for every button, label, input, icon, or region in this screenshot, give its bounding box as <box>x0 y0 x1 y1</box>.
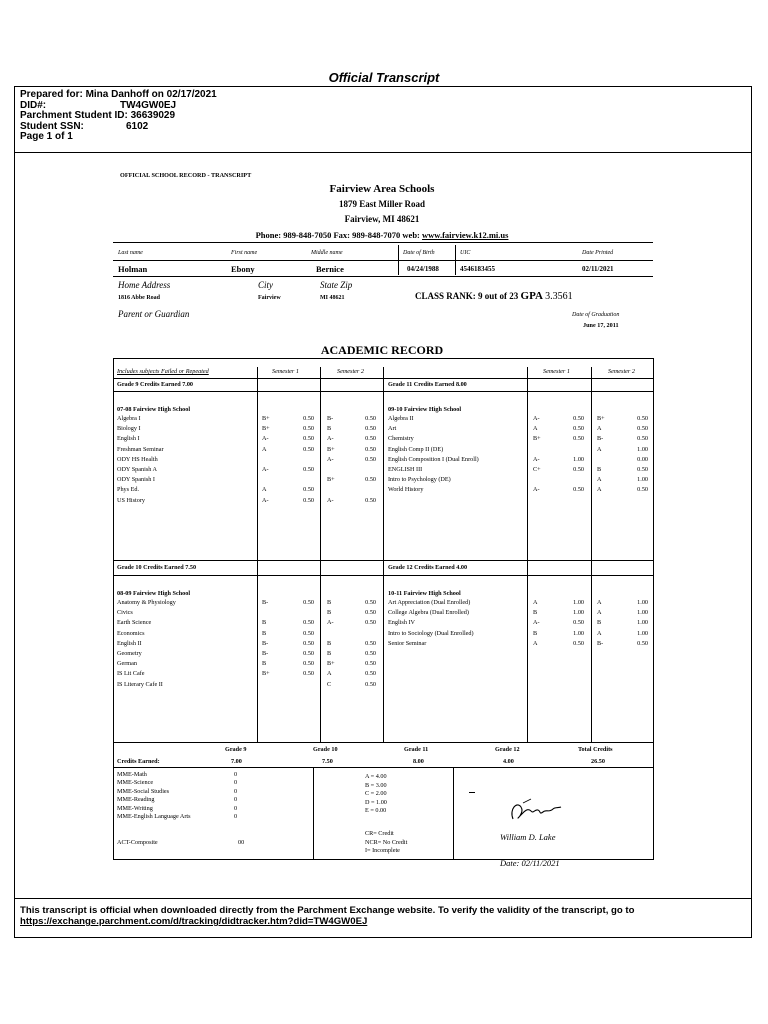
test-name: MME-Social Studies <box>117 787 170 795</box>
grade12-sem1-credits <box>560 598 584 649</box>
sem1-grade <box>262 455 270 465</box>
sem1-credit: 0.50 <box>303 415 314 422</box>
sem2-grade: A- <box>327 496 334 504</box>
sem2-grade <box>597 455 605 465</box>
grade10-sem2-grades <box>327 598 335 690</box>
credits-grade10-label: Grade 10 <box>313 746 338 753</box>
course-name: IS Lit Cafe <box>117 670 145 678</box>
course-name: ENGLISH III <box>388 465 423 473</box>
credits-grade10: 7.50 <box>322 758 333 765</box>
home-address-label: Home Address <box>118 280 171 290</box>
sem2-grade <box>327 465 335 475</box>
code-item: I= Incomplete <box>365 847 400 855</box>
uic: 4546183455 <box>460 265 495 273</box>
sem1-credit: 0.50 <box>303 445 314 453</box>
test-score: 0 <box>234 771 238 778</box>
sem1-credit: 0.50 <box>303 599 314 606</box>
prepared-block <box>20 90 217 143</box>
course-name: Art <box>388 425 397 433</box>
scale-item: D = 1.00 <box>365 798 387 806</box>
signature-mark <box>469 792 475 793</box>
sem1-credit: 1.00 <box>573 455 584 463</box>
rule <box>591 367 592 742</box>
sem2-credit: 1.00 <box>637 599 648 606</box>
grade12-course-names <box>388 598 474 649</box>
test-name: MME-Writing <box>117 804 153 812</box>
sem2-grade: B <box>327 599 332 606</box>
test-names <box>117 771 191 821</box>
rule <box>257 367 258 742</box>
sem1-credit: 0.50 <box>303 629 314 637</box>
sem2-grade: A <box>597 629 602 637</box>
sem2-grade: B+ <box>327 476 335 484</box>
sem2-credit: 0.50 <box>637 415 648 422</box>
sem1-grade: B <box>262 660 267 668</box>
course-name: Intro to Sociology (Dual Enrolled) <box>388 629 474 637</box>
course-name: College Algebra (Dual Enrolled) <box>388 609 469 617</box>
sem1-grade: A <box>533 425 538 433</box>
sem2-credit: 0.50 <box>365 660 376 668</box>
rule <box>113 242 653 243</box>
sem2-credit: 0.50 <box>365 435 376 443</box>
grade12-sem2-grades <box>597 598 603 649</box>
includes-note: Includes subjects Failed or Repeated <box>117 368 209 375</box>
sem2-credit: 0.50 <box>637 465 648 473</box>
grade11-title: Grade 11 Credits Earned 8.00 <box>388 381 467 388</box>
rule <box>527 367 528 742</box>
sem1-grade: A <box>262 445 267 453</box>
sem1-credit: 0.50 <box>303 649 314 657</box>
header-divider <box>14 152 752 153</box>
grade10-sem2-credits <box>352 598 376 690</box>
sem1-credit: 0.50 <box>303 660 314 668</box>
school-contact <box>112 230 652 240</box>
course-name: German <box>117 660 137 668</box>
sem1-credit: 0.50 <box>303 486 314 494</box>
sem2-grade: B+ <box>597 415 605 422</box>
sem1-credit: 1.00 <box>573 609 584 617</box>
course-name: Algebra II <box>388 415 414 422</box>
course-name: Civics <box>117 609 133 617</box>
rule <box>453 768 454 859</box>
sem2-credit: 0.00 <box>637 455 648 463</box>
sem2-grade: B <box>327 639 332 647</box>
sem1-grade: B <box>262 629 267 637</box>
grade11-course-names <box>388 414 479 496</box>
grade9-sem1-grades <box>262 414 270 506</box>
course-name: English II <box>117 639 142 647</box>
date-printed: 02/11/2021 <box>582 265 614 273</box>
grade12-school: 10-11 Fairview High School <box>388 590 461 597</box>
middle-name-label: Middle name <box>311 250 343 256</box>
sem2-grade <box>327 629 335 639</box>
test-name: MME-English Language Arts <box>117 812 191 820</box>
sem2-credit: 1.00 <box>637 476 648 484</box>
sem1-credit: 0.50 <box>303 670 314 678</box>
sem2-credit: 0.50 <box>637 425 648 433</box>
test-name: MME-Science <box>117 779 154 787</box>
course-name: English IV <box>388 619 415 627</box>
dob-label: Date of Birth <box>403 250 435 256</box>
test-score: 0 <box>234 779 238 787</box>
rule <box>113 767 654 768</box>
footer-text: This transcript is official when downloaded directly from the Parchment Exchange website. To verify the validity of the transcript, go to <box>20 905 635 916</box>
page-count: Page 1 of 1 <box>20 131 73 142</box>
record-caption: OFFICIAL SCHOOL RECORD - TRANSCRIPT <box>120 172 252 179</box>
sem1-grade: A <box>262 486 267 494</box>
sem2-header-right: Semester 2 <box>608 368 635 375</box>
sem1-grade: B- <box>262 649 269 657</box>
grade10-title: Grade 10 Credits Earned 7.50 <box>117 564 197 571</box>
grade10-sem1-credits <box>290 598 314 690</box>
parchment-id: Parchment Student ID: 36639029 <box>20 110 176 121</box>
sem2-credit <box>352 485 376 495</box>
grade11-sem1-grades <box>533 414 541 496</box>
credits-grade12-label: Grade 12 <box>495 746 520 753</box>
grade9-sem2-grades <box>327 414 335 506</box>
sem2-credit: 0.50 <box>365 639 376 647</box>
sem2-credit: 0.50 <box>365 445 376 453</box>
sem2-credit: 0.50 <box>365 609 376 617</box>
sem2-credit: 0.50 <box>365 599 376 606</box>
graduation-label: Date of Graduation <box>572 312 620 318</box>
credits-grade9-label: Grade 9 <box>225 746 247 753</box>
school-city: Fairview, MI 48621 <box>344 214 420 224</box>
sem2-grade: A <box>597 599 602 606</box>
sem2-grade: B+ <box>327 660 335 668</box>
ssn-label: Student SSN: <box>20 120 84 132</box>
rule <box>320 367 321 742</box>
sem2-grade: A- <box>327 435 334 443</box>
sem2-credit: 0.50 <box>365 455 376 463</box>
home-address: 1816 Abbe Road <box>118 295 161 301</box>
printed-label: Date Printed <box>582 250 614 256</box>
sem1-grade: A- <box>262 496 269 504</box>
sem1-credit: 0.50 <box>573 639 584 647</box>
sem1-grade: A- <box>533 415 540 422</box>
test-score: 0 <box>234 787 238 795</box>
gpa-value: 3.3561 <box>545 291 573 302</box>
gpa-label: GPA <box>520 290 543 302</box>
sem2-grade: A <box>597 425 602 433</box>
sem2-credit <box>352 465 376 475</box>
sem2-grade: B- <box>597 639 604 647</box>
did-value: TW4GW0EJ <box>120 99 177 111</box>
credit-codes <box>365 830 407 856</box>
course-name: Art Appreciation (Dual Enrolled) <box>388 599 471 606</box>
scale-item: A = 4.00 <box>365 773 387 780</box>
grade10-sem1-grades <box>262 598 270 690</box>
sem2-grade: B <box>327 609 332 617</box>
course-name: Geometry <box>117 649 142 657</box>
sem1-credit: 0.50 <box>303 435 314 443</box>
course-name: English Comp II (DE) <box>388 445 444 453</box>
sem1-grade: A <box>533 639 538 647</box>
sem1-grade: A <box>533 599 538 606</box>
footer-divider <box>14 898 752 899</box>
sem1-credit: 0.50 <box>303 465 314 473</box>
first-name-label: First name <box>231 250 258 256</box>
prepared-for: Prepared for: Mina Danhoff on 02/17/2021 <box>20 89 217 100</box>
sem2-grade: A <box>597 486 602 494</box>
test-score: 0 <box>234 796 238 804</box>
graduation-date: June 17, 2011 <box>583 322 619 329</box>
sem2-credit: 0.50 <box>365 415 376 422</box>
scale-item: C = 2.00 <box>365 790 387 798</box>
sem1-grade: A- <box>533 455 540 463</box>
uic-label: UIC <box>460 250 471 256</box>
signature-image <box>505 795 565 825</box>
grade11-sem2-grades <box>597 414 605 496</box>
class-rank: CLASS RANK: 9 out of 23 <box>415 291 519 301</box>
sem1-grade: B+ <box>533 435 541 443</box>
sem2-credit: 0.50 <box>365 649 376 657</box>
academic-record-title: ACADEMIC RECORD <box>320 343 444 357</box>
sem2-credit: 0.50 <box>365 619 376 627</box>
sem2-credit: 0.50 <box>637 435 648 443</box>
sem1-credit: 0.50 <box>573 486 584 494</box>
test-score: 0 <box>234 804 238 812</box>
sem1-grade <box>533 475 541 485</box>
verification-link[interactable]: https://exchange.parchment.com/d/tracking/didtracker.htm?did=TW4GW0EJ <box>20 916 368 927</box>
guardian-label: Parent or Guardian <box>118 309 190 319</box>
did-label: DID#: <box>20 99 47 111</box>
rule <box>113 859 654 860</box>
course-name: US History <box>117 496 146 504</box>
school-name: Fairview Area Schools <box>329 183 435 195</box>
grade12-sem2-credits <box>624 598 648 649</box>
rule <box>455 245 456 275</box>
school-address: 1879 East Miller Road <box>338 199 426 209</box>
credits-grade11-label: Grade 11 <box>404 746 429 753</box>
rule <box>113 260 653 261</box>
sem1-header-left: Semester 1 <box>272 368 299 375</box>
sem2-credit: 0.50 <box>637 486 648 494</box>
rule <box>383 367 384 742</box>
sem1-credit: 0.50 <box>573 465 584 473</box>
grade9-title: Grade 9 Credits Earned 7.00 <box>117 381 194 388</box>
sem1-grade: A- <box>533 619 540 627</box>
test-scores <box>234 771 237 821</box>
sem2-grade: A <box>597 445 602 453</box>
course-name: IS Literary Cafe II <box>117 680 163 688</box>
sem1-grade: B+ <box>262 425 270 433</box>
rule <box>313 768 314 859</box>
sem1-header-right: Semester 1 <box>543 368 570 375</box>
school-web-link[interactable]: www.fairview.k12.mi.us <box>422 230 509 240</box>
document-title: Official Transcript <box>328 70 440 85</box>
sem1-credit: 0.50 <box>573 425 584 433</box>
rule <box>113 391 654 392</box>
sem1-credit: 0.50 <box>303 425 314 433</box>
sem1-grade: B <box>533 609 538 617</box>
credits-total-label: Total Credits <box>578 746 613 753</box>
grade9-sem1-credits <box>290 414 314 506</box>
course-name: Intro to Psychology (DE) <box>388 476 451 484</box>
grade12-title: Grade 12 Credits Earned 4.00 <box>388 564 468 571</box>
grade12-sem1-grades <box>533 598 540 649</box>
sem1-grade <box>262 608 270 618</box>
course-name: Algebra I <box>117 415 141 422</box>
school-contact-text: Phone: 989-848-7050 Fax: 989-848-7070 web: <box>255 230 423 240</box>
sem2-grade: B- <box>327 415 334 422</box>
sem1-grade: B <box>262 619 267 627</box>
sem1-credit <box>290 608 314 618</box>
class-rank-gpa <box>415 290 573 302</box>
sem2-credit <box>352 629 376 639</box>
rule <box>113 575 654 576</box>
grade9-course-names <box>117 414 164 506</box>
course-name: ODY Spanish A <box>117 465 157 473</box>
grade9-school: 07-08 Fairview High School <box>117 406 191 413</box>
rule <box>113 560 654 561</box>
rule <box>398 245 399 275</box>
sem1-grade: B- <box>262 639 269 647</box>
sem2-credit: 0.50 <box>365 476 376 484</box>
act-score: 00 <box>238 839 245 846</box>
sem1-grade: B+ <box>262 670 270 678</box>
course-name: Senior Seminar <box>388 639 427 647</box>
course-name: English Composition I (Dual Enroll) <box>388 455 479 463</box>
sem1-credit <box>290 680 314 690</box>
sem1-grade <box>262 680 270 690</box>
sem2-grade <box>327 485 335 495</box>
credits-total: 26.50 <box>591 758 605 765</box>
rule <box>113 742 654 743</box>
course-name: English I <box>117 435 140 443</box>
code-item: NCR= No Credit <box>365 838 408 846</box>
sem1-grade: B <box>533 629 538 637</box>
act-label: ACT-Composite <box>117 839 158 846</box>
sem2-credit: 0.50 <box>365 496 376 504</box>
course-name: Economics <box>117 629 145 637</box>
course-name: Chemistry <box>388 435 414 443</box>
sem1-grade: B+ <box>262 415 270 422</box>
sem2-credit: 0.50 <box>365 680 376 688</box>
credits-grade11: 8.00 <box>413 758 424 765</box>
sem2-grade: B <box>597 465 602 473</box>
sem1-grade <box>262 475 270 485</box>
rule <box>113 358 654 359</box>
test-name: MME-Math <box>117 771 147 778</box>
course-name: Anatomy & Physiology <box>117 599 176 606</box>
sem2-grade: C <box>327 680 332 688</box>
sem1-grade: B- <box>262 599 269 606</box>
city-label: City <box>258 280 273 290</box>
sem2-credit: 1.00 <box>637 619 648 627</box>
sem2-grade: A <box>597 476 602 484</box>
grade10-school: 08-09 Fairview High School <box>117 590 191 597</box>
sem2-grade: B <box>597 619 602 627</box>
sem1-credit: 0.50 <box>303 619 314 627</box>
grade9-sem2-credits <box>352 414 376 506</box>
sem1-credit: 0.50 <box>303 496 314 504</box>
rule <box>653 358 654 860</box>
course-name: Freshman Seminar <box>117 445 164 453</box>
sem1-grade: A- <box>262 465 269 473</box>
sem2-grade: B+ <box>327 445 335 453</box>
signature-date: Date: 02/11/2021 <box>500 858 560 868</box>
middle-name: Bernice <box>316 264 344 274</box>
sem2-credit: 0.50 <box>365 425 376 433</box>
code-item: CR= Credit <box>365 830 394 837</box>
sem2-grade: B <box>327 649 332 657</box>
course-name: Earth Science <box>117 619 152 627</box>
sem2-grade: A <box>327 670 332 678</box>
last-name-label: Last name <box>118 250 143 256</box>
sem2-credit: 0.50 <box>637 639 648 647</box>
sem2-grade: A- <box>327 619 334 627</box>
first-name: Ebony <box>231 264 255 274</box>
sem1-credit: 0.50 <box>573 415 584 422</box>
sem1-credit: 0.50 <box>303 639 314 647</box>
sem1-credit: 0.50 <box>573 435 584 443</box>
sem2-grade: A- <box>327 455 334 463</box>
rule <box>113 358 114 860</box>
grade11-sem1-credits <box>560 414 584 496</box>
sem2-credit: 1.00 <box>637 629 648 637</box>
state-zip-label: State Zip <box>320 280 353 290</box>
home-city: Fairview <box>258 295 281 301</box>
grade11-school: 09-10 Fairview High School <box>388 406 462 413</box>
credits-grade12: 4.00 <box>503 758 514 765</box>
sem2-grade: B- <box>597 435 604 443</box>
rule <box>113 378 654 379</box>
signer-name: William D. Lake <box>500 832 556 842</box>
sem1-credit: 1.00 <box>573 629 584 637</box>
last-name: Holman <box>118 264 148 274</box>
scale-item: B = 3.00 <box>365 781 387 789</box>
sem2-credit: 1.00 <box>637 445 648 453</box>
sem2-grade: B <box>327 425 332 433</box>
sem1-grade <box>533 445 541 455</box>
sem2-credit: 0.50 <box>365 670 376 678</box>
sem1-credit <box>290 475 314 485</box>
sem2-grade: A <box>597 609 602 617</box>
sem1-credit: 0.50 <box>573 619 584 627</box>
sem1-grade: A- <box>262 435 269 443</box>
credits-grade9: 7.00 <box>231 758 242 765</box>
ssn-value: 6102 <box>126 120 149 132</box>
course-name: Phys Ed. <box>117 486 140 494</box>
course-name: ODY Spanish I <box>117 476 155 484</box>
test-score: 0 <box>234 812 238 820</box>
grade10-course-names <box>117 598 176 690</box>
sem1-credit <box>560 445 584 455</box>
credits-earned-label: Credits Earned: <box>117 758 160 765</box>
sem1-grade: C+ <box>533 465 541 473</box>
rule <box>113 276 653 277</box>
course-name: ODY HS Health <box>117 455 158 463</box>
state-zip: MI 48621 <box>320 295 345 301</box>
grade11-sem2-credits <box>624 414 648 496</box>
course-name: World History <box>388 486 424 494</box>
footer-note <box>20 905 746 927</box>
sem2-header-left: Semester 2 <box>337 368 364 375</box>
dob: 04/24/1988 <box>407 265 439 273</box>
sem2-credit: 1.00 <box>637 609 648 617</box>
course-name: Biology I <box>117 425 141 433</box>
sem1-grade: A- <box>533 486 540 494</box>
sem1-credit <box>560 475 584 485</box>
sem1-credit <box>290 455 314 465</box>
scale-item: E = 0.00 <box>365 807 387 815</box>
test-name: MME-Reading <box>117 796 155 804</box>
sem1-credit: 1.00 <box>573 599 584 606</box>
grading-scale <box>365 773 387 816</box>
